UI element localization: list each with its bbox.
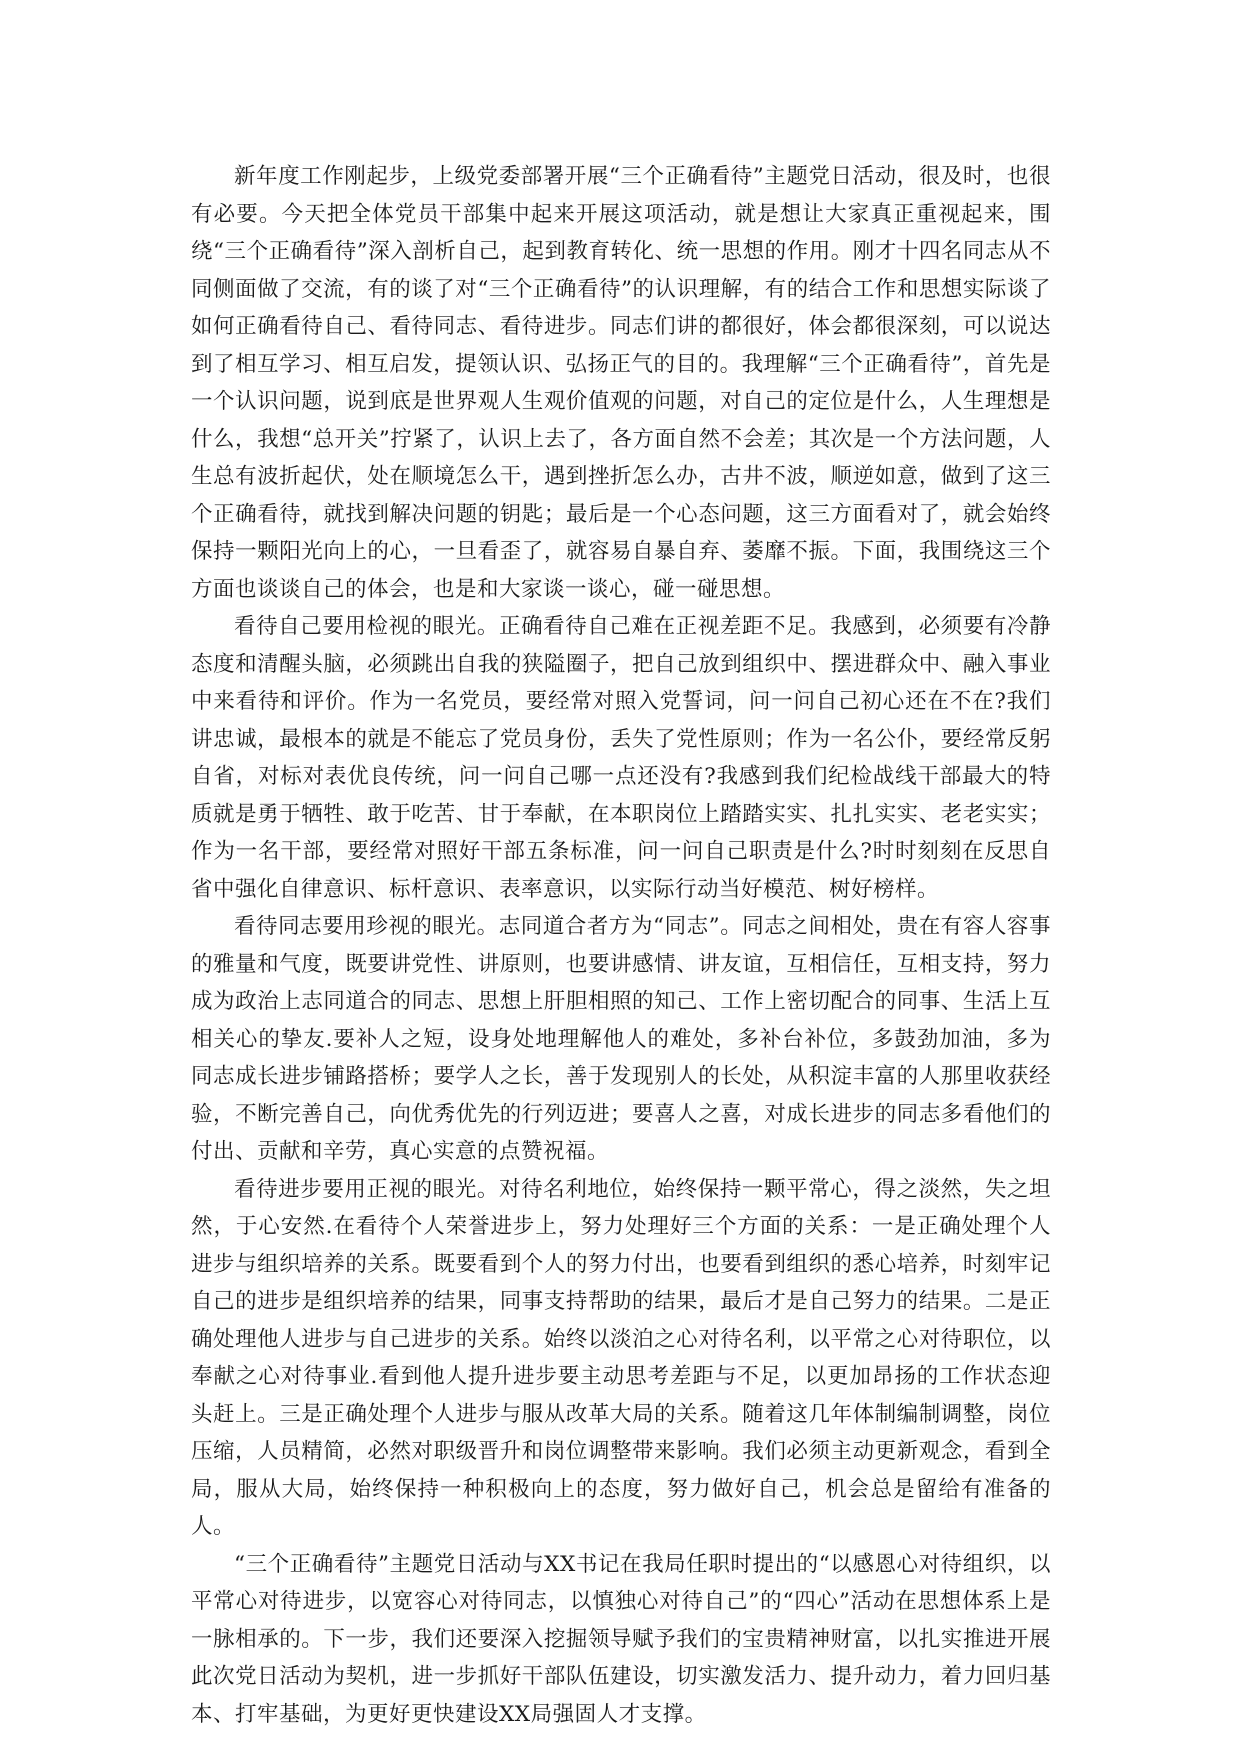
document-body	[191, 158, 1051, 1733]
paragraph-view-comrades: 看待同志要用珍视的眼光。志同道合者方为“同志”。同志之间相处，贵在有容人容事的雅量和气度，既要讲党性、讲原则，也要讲感情、讲友谊，互相信任，互相支持，努力成为政治上志同道合的同志、思想上肝胆相照的知己、工作上密切配合的同事、生活上互相关心的挚友.要补人之短，设身处地理解他人的难处，多补台补位，多鼓劲加油，多为同志成长进步铺路搭桥；要学人之长，善于发现别人的长处，从积淀丰富的人那里收获经验，不断完善自己，向优秀优先的行列迈进；要喜人之喜，对成长进步的同志多看他们的付出、贡献和辛劳，真心实意的点赞祝福。	[191, 914, 1051, 1164]
paragraph-conclusion: “三个正确看待”主题党日活动与XX书记在我局任职时提出的“以感恩心对待组织，以平常心对待进步，以宽容心对待同志，以慎独心对待自己”的“四心”活动在思想体系上是一脉相承的。下一步，我们还要深入挖掘领导赋予我们的宝贵精神财富，以扎实推进开展此次党日活动为契机，进一步抓好干部队伍建设，切实激发活力、提升动力，着力回归基本、打牢基础，为更好更快建设XX局强固人才支撑。	[191, 1551, 1051, 1727]
paragraph-view-progress: 看待进步要用正视的眼光。对待名利地位，始终保持一颗平常心，得之淡然，失之坦然，于心安然.在看待个人荣誉进步上，努力处理好三个方面的关系：一是正确处理个人进步与组织培养的关系。既要看到个人的努力付出，也要看到组织的悉心培养，时刻牢记自己的进步是组织培养的结果，同事支持帮助的结果，最后才是自己努力的结果。二是正确处理他人进步与自己进步的关系。始终以淡泊之心对待名利，以平常之心对待职位，以奉献之心对待事业.看到他人提升进步要主动思考差距与不足，以更加昂扬的工作状态迎头赶上。三是正确处理个人进步与服从改革大局的关系。随着这几年体制编制调整，岗位压缩，人员精简，必然对职级晋升和岗位调整带来影响。我们必须主动更新观念，看到全局，服从大局，始终保持一种积极向上的态度，努力做好自己，机会总是留给有准备的人。	[191, 1176, 1051, 1539]
paragraph-intro: 新年度工作刚起步，上级党委部署开展“三个正确看待”主题党日活动，很及时，也很有必要。今天把全体党员干部集中起来开展这项活动，就是想让大家真正重视起来，围绕“三个正确看待”深入剖析自己，起到教育转化、统一思想的作用。刚才十四名同志从不同侧面做了交流，有的谈了对“三个正确看待”的认识理解，有的结合工作和思想实际谈了如何正确看待自己、看待同志、看待进步。同志们讲的都很好，体会都很深刻，可以说达到了相互学习、相互启发，提领认识、弘扬正气的目的。我理解“三个正确看待”，首先是一个认识问题，说到底是世界观人生观价值观的问题，对自己的定位是什么，人生理想是什么，我想“总开关”拧紧了，认识上去了，各方面自然不会差；其次是一个方法问题，人生总有波折起伏，处在顺境怎么干，遇到挫折怎么办，古井不波，顺逆如意，做到了这三个正确看待，就找到解决问题的钥匙；最后是一个心态问题，这三方面看对了，就会始终保持一颗阳光向上的心，一旦看歪了，就容易自暴自弃、萎靡不振。下面，我围绕这三个方面也谈谈自己的体会，也是和大家谈一谈心，碰一碰思想。	[191, 164, 1051, 602]
paragraph-view-self: 看待自己要用检视的眼光。正确看待自己难在正视差距不足。我感到，必须要有冷静态度和清醒头脑，必须跳出自我的狭隘圈子，把自己放到组织中、摆进群众中、融入事业中来看待和评价。作为一名党员，要经常对照入党誓词，问一问自己初心还在不在?我们讲忠诚，最根本的就是不能忘了党员身份，丢失了党性原则；作为一名公仆，要经常反躬自省，对标对表优良传统，问一问自己哪一点还没有?我感到我们纪检战线干部最大的特质就是勇于牺牲、敢于吃苦、甘于奉献，在本职岗位上踏踏实实、扎扎实实、老老实实；作为一名干部，要经常对照好干部五条标准，问一问自己职责是什么?时时刻刻在反思自省中强化自律意识、标杆意识、表率意识，以实际行动当好模范、树好榜样。	[191, 614, 1051, 902]
